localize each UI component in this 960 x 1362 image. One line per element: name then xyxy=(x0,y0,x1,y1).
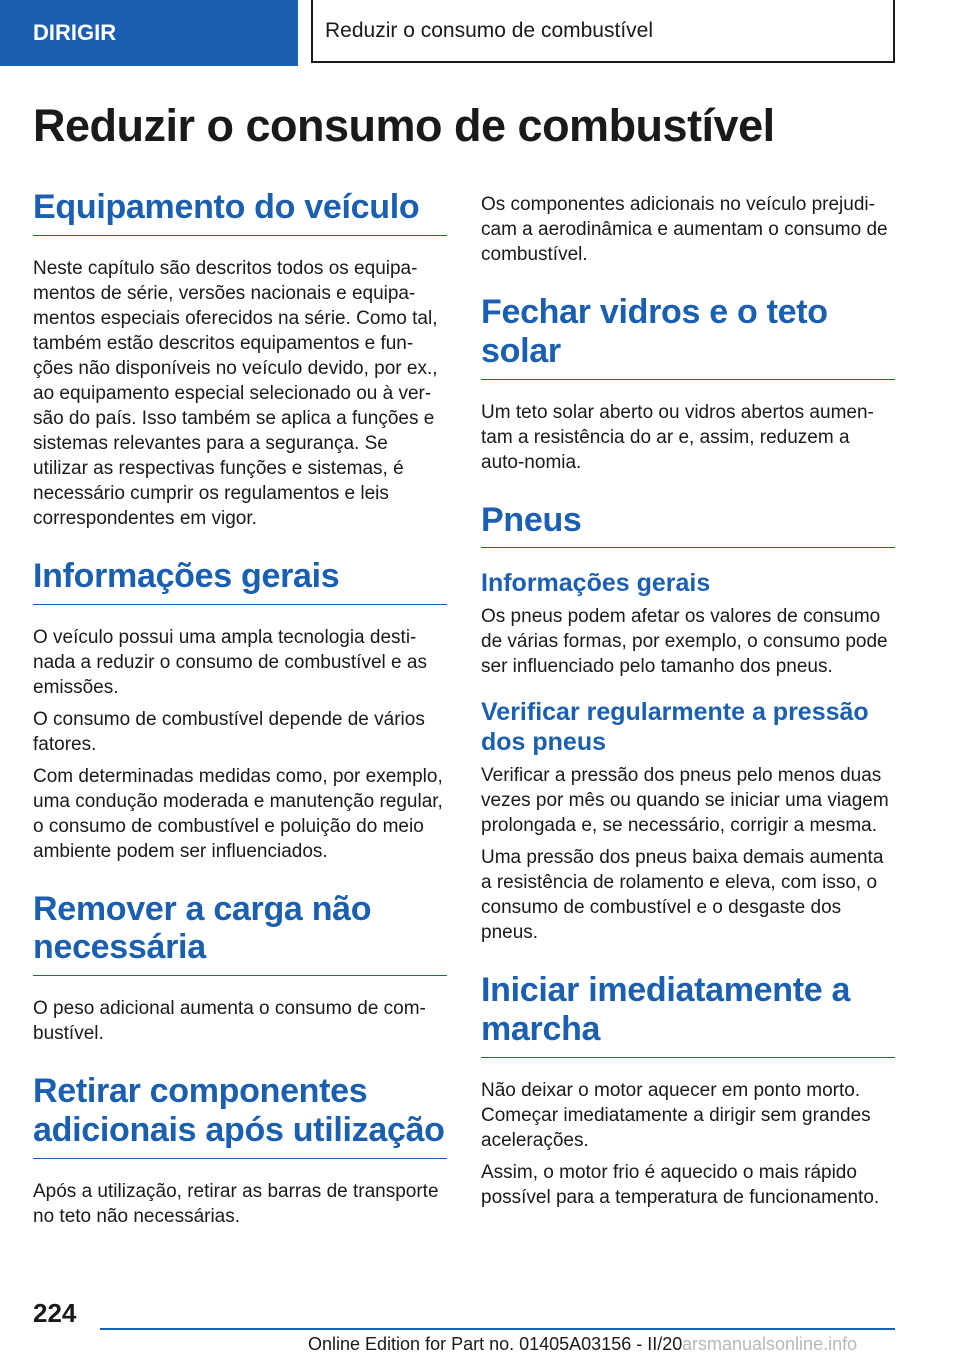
section-heading: Retirar componentes adicionais após utilização xyxy=(33,1072,447,1159)
paragraph: Um teto solar aberto ou vidros abertos aumen-tam a resistência do ar e, assim, reduzem a auto-nomia. xyxy=(481,401,874,473)
edition-note: Online Edition for Part no. 01405A03156 - II/20 xyxy=(308,1334,683,1354)
paragraph: Verificar a pressão dos pneus pelo menos duas vezes por mês ou quando se iniciar uma viagem prolongada e, se necessário, corrigir a mesma. xyxy=(481,765,889,837)
paragraph: Após a utilização, retirar as barras de transporte no teto não necessárias. xyxy=(33,1180,439,1227)
page-footer xyxy=(0,1290,960,1362)
page-title: Reduzir o consumo de combustível xyxy=(33,100,775,151)
paragraph: Os pneus podem afetar os valores de consumo de várias formas, por exemplo, o consumo pode ser influenciado pelo tamanho dos pneus. xyxy=(481,606,888,678)
section-close-windows xyxy=(481,293,895,475)
paragraph: Assim, o motor frio é aquecido o mais rápido possível para a temperatura de funcionamento. xyxy=(481,1161,880,1208)
section-continuation xyxy=(481,192,895,267)
section-heading: Remover a carga não necessária xyxy=(33,890,447,977)
watermark: arsmanualsonline.info xyxy=(682,1334,858,1354)
section-heading: Equipamento do veículo xyxy=(33,188,447,236)
section-general-info xyxy=(33,557,447,864)
paragraph: O veículo possui uma ampla tecnologia desti-nada a reduzir o consumo de combustível e as emissões. xyxy=(33,626,427,698)
section-heading: Iniciar imediatamente a marcha xyxy=(481,971,895,1058)
section-start-driving xyxy=(481,971,895,1210)
section-heading: Fechar vidros e o teto solar xyxy=(481,293,895,380)
paragraph: O peso adicional aumenta o consumo de com-bustível. xyxy=(33,998,426,1044)
section-remove-components xyxy=(33,1072,447,1229)
subsection-heading: Verificar regularmente a pressão dos pneus xyxy=(481,698,869,757)
page-header xyxy=(0,0,960,66)
chapter-title: Reduzir o consumo de combustível xyxy=(311,0,895,63)
section-heading: Pneus xyxy=(481,501,895,549)
paragraph: Os componentes adicionais no veículo prejudi-cam a aerodinâmica e aumentam o consumo de combustível. xyxy=(481,194,888,265)
paragraph: Uma pressão dos pneus baixa demais aumenta a resistência de rolamento e eleva, com isso, o consumo de combustível e o desgaste dos pneus. xyxy=(481,847,884,944)
section-tab: DIRIGIR xyxy=(0,0,298,66)
paragraph: Não deixar o motor aquecer em ponto morto. Começar imediatamente a dirigir sem grandes acelerações. xyxy=(481,1079,871,1151)
subsection-heading: Informações gerais xyxy=(481,569,711,598)
left-column xyxy=(33,188,447,1255)
page-number: 224 xyxy=(33,1298,77,1328)
section-vehicle-equipment xyxy=(33,188,447,531)
right-column xyxy=(481,192,895,1236)
paragraph: Com determinadas medidas como, por exemplo, uma condução moderada e manutenção regular, o consumo de combustível e poluição do meio ambiente podem ser influenciados. xyxy=(33,765,443,862)
paragraph: O consumo de combustível depende de vários fatores. xyxy=(33,708,425,755)
footer-divider xyxy=(100,1328,895,1330)
section-tyres xyxy=(481,501,895,946)
section-remove-load xyxy=(33,890,447,1047)
paragraph: Neste capítulo são descritos todos os equipa-mentos de série, versões nacionais e equipa-mentos especiais oferecidos na série. Como tal, também estão descritos equipamentos e fun-ções não disponíveis no veículo devido, por ex., ao equipamento especial selecionado ou à ver-são do país. Isso também se aplica a funções e sistemas relevantes para a segurança. Se utilizar as respectivas funções e sistemas, é necessário cumprir os regulamentos e leis correspondentes em vigor. xyxy=(33,257,438,529)
section-heading: Informações gerais xyxy=(33,557,447,605)
